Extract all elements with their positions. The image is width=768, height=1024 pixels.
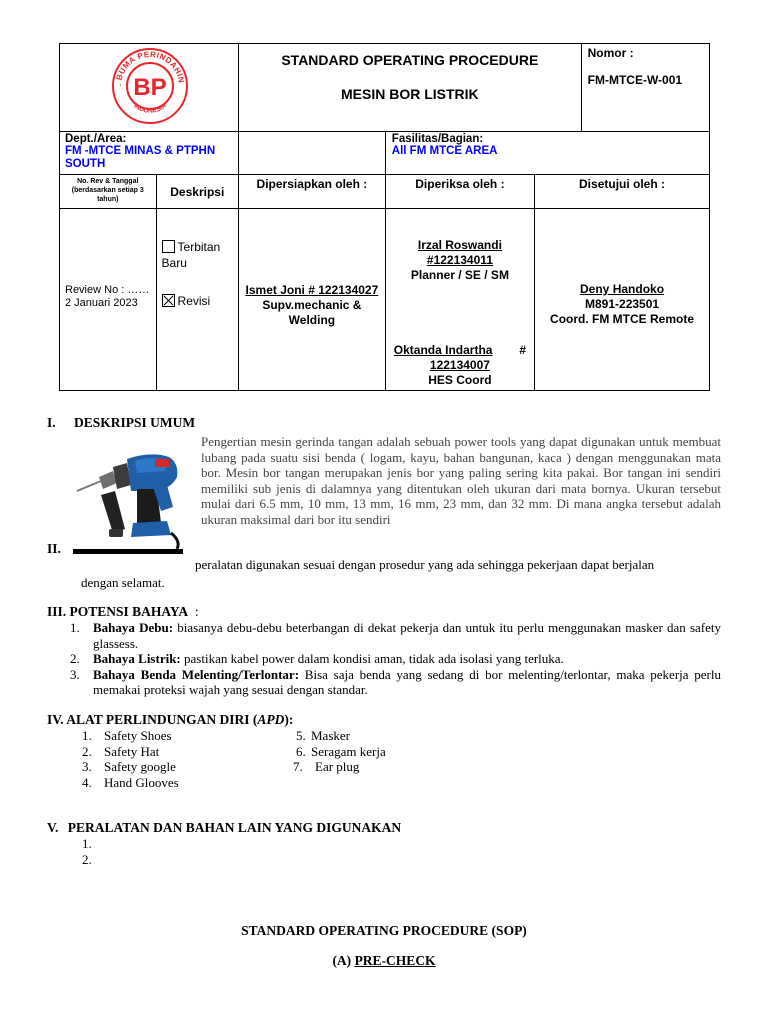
company-logo: [60, 44, 238, 126]
equipment-item: 2.: [82, 851, 92, 867]
option-baru[interactable]: [162, 239, 233, 271]
hazard-item-num: 1.: [70, 620, 80, 635]
checked2-role: HES Coord: [428, 373, 492, 387]
sop-subtitle: [0, 953, 768, 969]
dept-value: FM -MTCE MINAS & PTPHN SOUTH: [65, 145, 216, 170]
section1-heading: [47, 415, 196, 431]
section5-title: PERALATAN DAN BAHAN LAIN YANG DIGUNAKAN: [67, 820, 402, 835]
norev-header: [60, 175, 157, 209]
hazard-item-text: biasanya debu-debu beterbangan di dekat pekerja dan untuk itu perlu menggunakan masker dan safety glassess.: [93, 620, 721, 651]
apd-item-num: 1.: [82, 728, 92, 743]
deskripsi-label: Deskripsi: [170, 184, 225, 199]
hazard-item-text: Bisa saja benda yang sedang di bor melenting/terlontar, maka pekerja perlu memakai proteksi wajah yang sesuai dengan standar.: [93, 666, 721, 697]
approved-role: Coord. FM MTCE Remote: [550, 312, 695, 326]
equipment-item: 1.: [82, 836, 92, 851]
approved-name: Deny Handoko: [580, 282, 665, 296]
hazard-item: [70, 620, 721, 651]
section5-heading: [47, 820, 401, 836]
review-cell: [60, 209, 157, 391]
apd-item: [82, 744, 282, 760]
prepared-name: Ismet Joni # 122134027: [245, 283, 379, 297]
apd-item: [293, 728, 493, 744]
diperiksa-label: Diperiksa oleh :: [415, 177, 505, 191]
apd-item-text: Safety google: [104, 759, 176, 774]
section3-heading: [47, 604, 199, 620]
dipersiapkan-label: Dipersiapkan oleh :: [256, 177, 368, 191]
prepared-cell: [239, 209, 386, 391]
checked2-line: [394, 343, 526, 358]
apd-item-text: Ear plug: [315, 759, 360, 774]
apd-item: [82, 759, 282, 775]
review-no: Review No : ……: [65, 284, 150, 296]
nomor-value: FM-MTCE-W-001: [587, 73, 683, 87]
apd-item-num: 2.: [82, 743, 92, 759]
hazard-item: [70, 667, 721, 698]
dept-cell: [60, 132, 239, 175]
checked1-name: Irzal Roswandi: [417, 238, 502, 252]
logo-cell: [60, 44, 239, 132]
hazard-item-text: pastikan kabel power dalam kondisi aman, tidak ada isolasi yang terluka.: [180, 651, 564, 666]
doc-title: STANDARD OPERATING PROCEDURE: [281, 52, 539, 68]
section2-line1: peralatan digunakan sesuai dengan prosedur yang ada sehingga pekerjaan dapat berjalan: [195, 557, 655, 572]
svg-text:PT. BUMA PERINDAHINDO: . BUMA PERINDAHIN: [113, 49, 186, 87]
dept-label: Dept./Area:: [65, 133, 127, 145]
diperiksa-header: [385, 175, 534, 209]
section4-title-em: APD: [257, 712, 285, 727]
hazard-item-num: 2.: [70, 651, 80, 666]
apd-item-num: 7.: [293, 759, 303, 774]
fasilitas-label: Fasilitas/Bagian:: [391, 133, 484, 145]
drill-image: [71, 437, 186, 559]
option-baru-label: Terbitan Baru: [161, 240, 221, 270]
checkbox-unchecked[interactable]: [162, 240, 175, 253]
disetujui-label: Disetujui oleh :: [579, 177, 666, 191]
equipment-list: [82, 836, 282, 867]
disetujui-header: [535, 175, 710, 209]
section1-paragraph: Pengertian mesin gerinda tangan adalah sebuah power tools yang dapat digunakan untuk membuat lubang pada suatu sisi benda ( logam, kayu, bahan bangunan, kaca ) dengan menggunakan mata bor. Mesin bor tangan merupakan jenis bor yang paling sering kita pakai. Bor tangan ini sendiri memiliki sub jenis di dalamnya yang ditentukan oleh ukuran dari mata bornya. Ukuran tersebut mulai dari 6.5 mm, 10 mm, 13 mm, 16 mm, 23 mm, dan 32 mm. Di mana angka tersebut adalah ukuran maksimal dari bor itu sendiri: [201, 434, 721, 527]
options-cell: [156, 209, 238, 391]
hazard-item-label: Bahaya Debu:: [93, 620, 174, 635]
title-cell: [239, 44, 582, 132]
checked-cell: [385, 209, 534, 391]
apd-item: [293, 759, 493, 775]
checked1-id: #122134011: [426, 253, 493, 267]
apd-item: [82, 775, 282, 791]
section4-title-pre: IV. ALAT PERLINDUNGAN DIRI (: [47, 712, 258, 727]
nomor-cell: [581, 44, 709, 132]
option-revisi-label: Revisi: [177, 294, 211, 308]
norev-sub: (berdasarkan setiap 3 tahun): [71, 187, 144, 203]
hazard-item: [70, 651, 721, 667]
svg-text:BP: BP: [133, 74, 167, 101]
apd-item-text: Safety Shoes: [104, 728, 172, 743]
fasilitas-value: All FM MTCE AREA: [391, 145, 498, 157]
prepared-role: Supv.mechanic & Welding: [262, 298, 362, 327]
section1-title: DESKRIPSI UMUM: [74, 415, 196, 430]
apd-item: [293, 744, 493, 760]
apd-item-text: Hand Glooves: [104, 774, 179, 790]
apd-item-text: Masker: [311, 728, 350, 743]
checkbox-checked[interactable]: [162, 294, 175, 307]
section1-num: I.: [47, 415, 56, 430]
apd-item-num: 3.: [82, 759, 92, 774]
hazard-item-label: Bahaya Benda Melenting/Terlontar:: [93, 666, 300, 682]
section4-heading: [47, 712, 293, 728]
section2-line2: dengan selamat.: [81, 575, 165, 590]
apd-list-right: [293, 728, 493, 775]
section3-title: III. POTENSI BAHAYA: [47, 604, 188, 619]
option-revisi[interactable]: [162, 294, 233, 308]
apd-item-num: 5.: [296, 728, 306, 743]
header-table: [59, 43, 710, 391]
apd-item-text: Seragam kerja: [311, 743, 386, 759]
apd-item-num: 4.: [82, 774, 92, 790]
hazard-list: [70, 620, 721, 698]
checked2-hash: #: [519, 343, 527, 357]
section5-num: V.: [47, 820, 59, 835]
section2-num: II.: [47, 541, 61, 556]
dipersiapkan-header: [239, 175, 386, 209]
apd-item: [82, 728, 282, 744]
deskripsi-header: [156, 175, 238, 209]
blank-cell: [239, 132, 386, 175]
section4-title-post: ):: [284, 712, 294, 727]
apd-item-text: Safety Hat: [104, 743, 160, 759]
hazard-item-num: 3.: [70, 666, 80, 682]
section3-colon: :: [194, 604, 199, 619]
sop-sub-pre: (A): [332, 953, 355, 968]
hazard-item-label: Bahaya Listrik:: [93, 651, 181, 666]
sop-sub-underlined: PRE-CHECK: [354, 953, 436, 968]
approved-id: M891-223501: [585, 297, 660, 311]
svg-text:INDONESIA: INDONESIA: [132, 102, 168, 115]
nomor-label: Nomor :: [587, 46, 634, 60]
apd-item-num: 6.: [296, 743, 306, 759]
fasilitas-cell: [385, 132, 709, 175]
doc-subtitle: MESIN BOR LISTRIK: [340, 86, 479, 102]
checked2-id: 122134007: [429, 358, 490, 372]
approved-cell: [535, 209, 710, 391]
apd-list-left: [82, 728, 282, 790]
norev-label: No. Rev & Tanggal: [77, 178, 139, 185]
checked1-role: Planner / SE / SM: [410, 268, 509, 282]
review-date: 2 Januari 2023: [65, 297, 138, 309]
sop-title: STANDARD OPERATING PROCEDURE (SOP): [241, 923, 527, 938]
drill-icon: [71, 437, 186, 559]
checked2-name: Oktanda Indartha: [393, 343, 493, 357]
